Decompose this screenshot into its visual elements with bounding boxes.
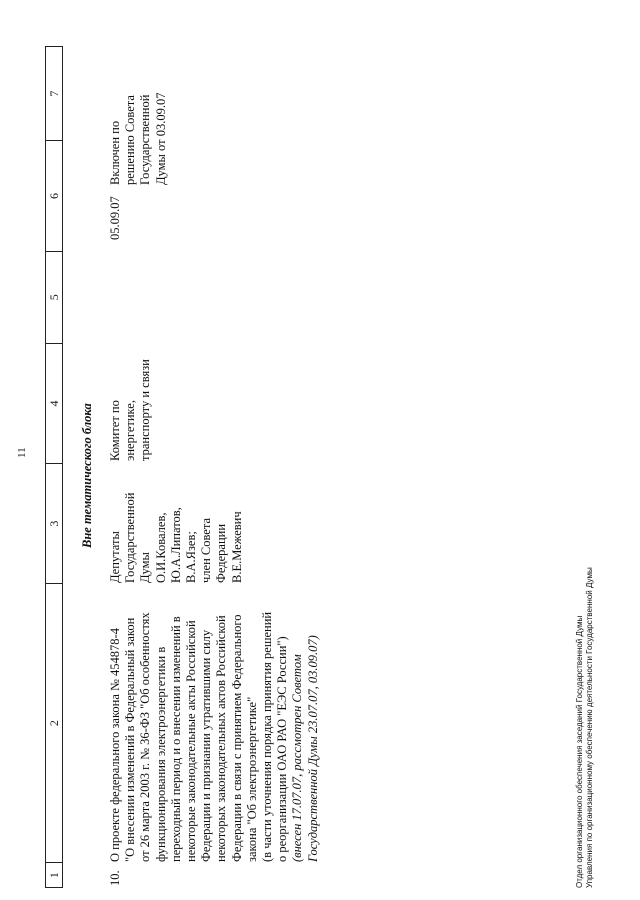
note-line: решению Совета: [123, 95, 138, 185]
date: 05.09.07: [108, 196, 122, 240]
submission-note-line: Государственной Думы 23.07.07, 03.09.07): [305, 635, 320, 862]
author-line: В.Е.Межевич: [229, 511, 244, 583]
responsible-committee: [108, 331, 154, 461]
note-line: Думы от 03.09.07: [153, 92, 168, 185]
rotated-document-page: [12, 28, 612, 888]
author-line: О.И.Ковалев,: [153, 512, 168, 583]
row-number: 10.: [108, 870, 122, 886]
author-line: Государственной: [123, 492, 138, 583]
inclusion-note: [108, 65, 169, 225]
section-title: Вне тематического блока: [80, 403, 94, 548]
author-line: Думы: [138, 552, 153, 583]
footer-line: Управления по организационному обеспечению деятельности Государственной Думы: [585, 567, 594, 888]
note-line: Государственной: [138, 94, 153, 185]
description-line: от 26 марта 2003 г. № 36-ФЗ "Об особенностях: [138, 612, 153, 862]
footer: [575, 567, 595, 888]
committee-line: энергетике,: [123, 400, 138, 461]
authors: [108, 463, 245, 583]
author-line: Ю.А.Липатов,: [168, 507, 183, 583]
author-line: В.А.Язев;: [184, 531, 199, 583]
submission-note-line: (внесен 17.07.07, рассмотрен Советом: [290, 654, 305, 862]
description-line: О проекте федерального закона № 454878-4: [108, 628, 122, 862]
header-col-7: 7: [47, 90, 61, 97]
description-line: Федерации и признании утратившими силу: [199, 629, 214, 862]
committee-line: транспорту и связи: [138, 359, 153, 461]
description-line: некоторых законодательных актов Российской: [214, 615, 229, 862]
author-line: Федерации: [214, 523, 229, 583]
description-line: "О внесении изменений в Федеральный закон: [123, 617, 138, 862]
table-header-row: [45, 46, 63, 888]
header-col-3: 3: [46, 463, 62, 583]
footer-line: Отдел организационного обеспечения заседаний Государственной Думы: [575, 615, 584, 888]
committee-line: Комитет по: [108, 400, 122, 461]
description-line: некоторые законодательные акты Российской: [184, 620, 199, 862]
note-line: Включен по: [108, 120, 122, 185]
header-col-5: 5: [46, 251, 62, 343]
description-line: о реорганизации ОАО РАО "ЕЭС России"): [275, 636, 290, 862]
description-line: Федерации в связи с принятием Федерального: [229, 614, 244, 862]
description-line: функционирования электроэнергетики в: [153, 646, 168, 862]
page-number: 11: [16, 447, 28, 458]
bill-description: [108, 574, 321, 862]
author-line: член Совета: [199, 517, 214, 583]
header-col-4: 4: [46, 343, 62, 463]
description-line: закона "Об электроэнергетике": [244, 696, 259, 862]
header-col-6: 6: [46, 140, 62, 250]
description-line: переходный период и о внесении изменений в: [168, 616, 183, 862]
description-line: (в части уточнения порядка принятия решений: [260, 611, 275, 862]
header-col-1: 1: [46, 862, 62, 887]
header-col-2: 2: [46, 583, 62, 862]
author-line: Депутаты: [108, 531, 122, 583]
